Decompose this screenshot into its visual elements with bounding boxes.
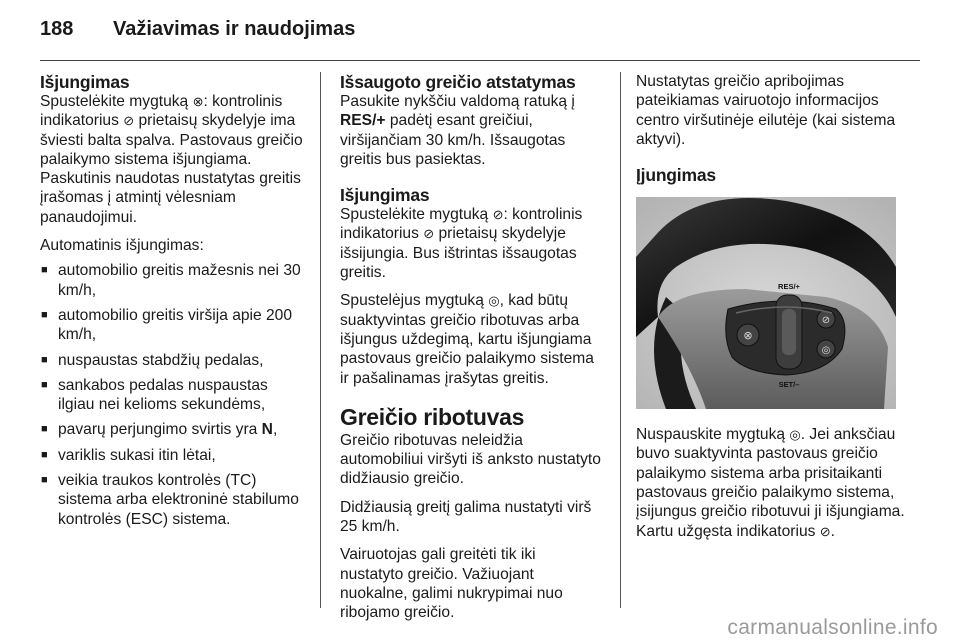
svg-text:⊘: ⊘ [821, 315, 831, 327]
list-item [40, 446, 308, 465]
res-label: RES/+ [778, 282, 800, 292]
auto-off-list [40, 261, 308, 529]
text-run: prietaisų skydelyje ima šviesti balta spalva. Pastovaus greičio palaikymo sistema išjungiama. Paskutinis naudotas nustatytas greitis įrašomas į atmintį vėlesniam panaudojimui. [40, 112, 303, 226]
text-run: prietaisų skydelyje išsijungia. Bus ištrintas išsaugotas greitis. [340, 225, 577, 282]
svg-text:◎: ◎ [821, 345, 831, 357]
text-run: , [272, 421, 278, 439]
list-item [40, 351, 308, 370]
paragraph: Automatinis išjungimas: [40, 237, 204, 255]
svg-text:⊗: ⊗ [743, 329, 753, 343]
chapter-heading-limiter: Greičio ribotuvas [340, 403, 525, 430]
bold-term: RES/+ [340, 112, 386, 130]
text-run: . Jei anksčiau buvo suaktyvinta pastovaus greičio palaikymo sistema arba prisitaikanti pastovaus greičio palaikymo sistema, įsijungus greičio ribotuvui ji išjungiama. Kartu užgęsta indikatorius [636, 426, 905, 540]
section-heading-on: Įjungimas [636, 165, 716, 186]
control-symbol-icon: ◎ [789, 427, 801, 443]
control-symbol-icon: ⊘ [492, 207, 504, 223]
control-symbol-icon: ⊗ [192, 94, 204, 109]
text-run: , kad būtų suaktyvintas greičio ribotuvas arba išjungus uždegimą, kartu išjungiama pastovaus greičio palaikymo sistema ir pašalinamas įrašytas greitis. [340, 292, 594, 387]
paragraph [340, 291, 602, 387]
paragraph [340, 92, 602, 169]
text-run: automobilio greitis mažesnis nei 30 km/h, [58, 262, 301, 299]
text-run: automobilio greitis viršija apie 200 km/h, [58, 306, 293, 344]
control-symbol-icon: ⊘ [123, 113, 135, 129]
control-symbol-icon: ⊘ [819, 523, 831, 539]
set-label: SET/– [778, 380, 800, 390]
paragraph [636, 425, 906, 541]
text-run: variklis sukasi itin lėtai, [58, 446, 216, 464]
watermark: carmanualsonline.info [727, 616, 938, 639]
text-run: : kontrolinis indikatorius [340, 206, 583, 243]
header-divider [40, 60, 920, 61]
text-run: . [830, 522, 836, 540]
list-item [40, 261, 308, 300]
list-item [40, 420, 308, 439]
column-2 [340, 72, 602, 623]
paragraph: Didžiausią greitį galima nustatyti virš 25 km/h. [340, 498, 592, 536]
text-run: sankabos pedalas nuspaustas ilgiau nei kelioms sekundėms, [58, 376, 268, 414]
page-header [40, 18, 920, 54]
list-item [40, 306, 308, 345]
column-divider [620, 72, 621, 608]
column-1 [40, 72, 308, 529]
steering-wheel-illustration [636, 197, 896, 409]
text-run: padėtį esant greičiui, viršijančiam 30 km/h. Išsaugotas greitis bus pasiektas. [340, 112, 566, 168]
text-run: Pasukite nykščiu valdomą ratuką į [340, 93, 575, 110]
list-item [40, 471, 308, 529]
text-run: Spustelėkite mygtuką [340, 206, 493, 224]
paragraph: Greičio ribotuvas neleidžia automobiliui viršyti iš anksto nustatyto didžiausio greičio. [340, 431, 601, 488]
section-heading-off: Išjungimas [40, 72, 130, 92]
paragraph [340, 205, 602, 282]
control-symbol-icon: ⊘ [423, 226, 435, 242]
section-heading-off: Išjungimas [340, 185, 430, 206]
text-run: nuspaustas stabdžių pedalas, [58, 351, 264, 369]
text-run: Spustelėjus mygtuką [340, 292, 489, 310]
text-run: veikia traukos kontrolės (TC) sistema arba elektroninė stabilumo kontrolės (ESC) sistema. [58, 472, 299, 528]
paragraph [40, 92, 308, 227]
text-run: Spustelėkite mygtuką [40, 93, 193, 110]
page-title: Važiavimas ir naudojimas [113, 18, 356, 40]
text-run: pavarų perjungimo svirtis yra [58, 421, 262, 439]
column-divider [320, 72, 321, 608]
column-3 [636, 72, 906, 541]
paragraph: Vairuotojas gali greitėti tik iki nustatyto greičio. Važiuojant nuokalne, galimi nukrypimai nuo ribojamo greičio. [340, 546, 563, 622]
text-run: Nuspauskite mygtuką [636, 426, 790, 444]
bold-term: N [261, 421, 273, 439]
page-number: 188 [40, 18, 74, 40]
section-heading-restore: Išsaugoto greičio atstatymas [340, 72, 576, 92]
control-symbol-icon: ◎ [488, 293, 500, 309]
steering-wheel-icon [636, 197, 896, 409]
list-item [40, 376, 308, 415]
text-run: : kontrolinis indikatorius [40, 93, 283, 130]
paragraph: Nustatytas greičio apribojimas pateikiamas vairuotojo informacijos centro viršutinėje eilutėje (kai sistema aktyvi). [636, 73, 896, 148]
